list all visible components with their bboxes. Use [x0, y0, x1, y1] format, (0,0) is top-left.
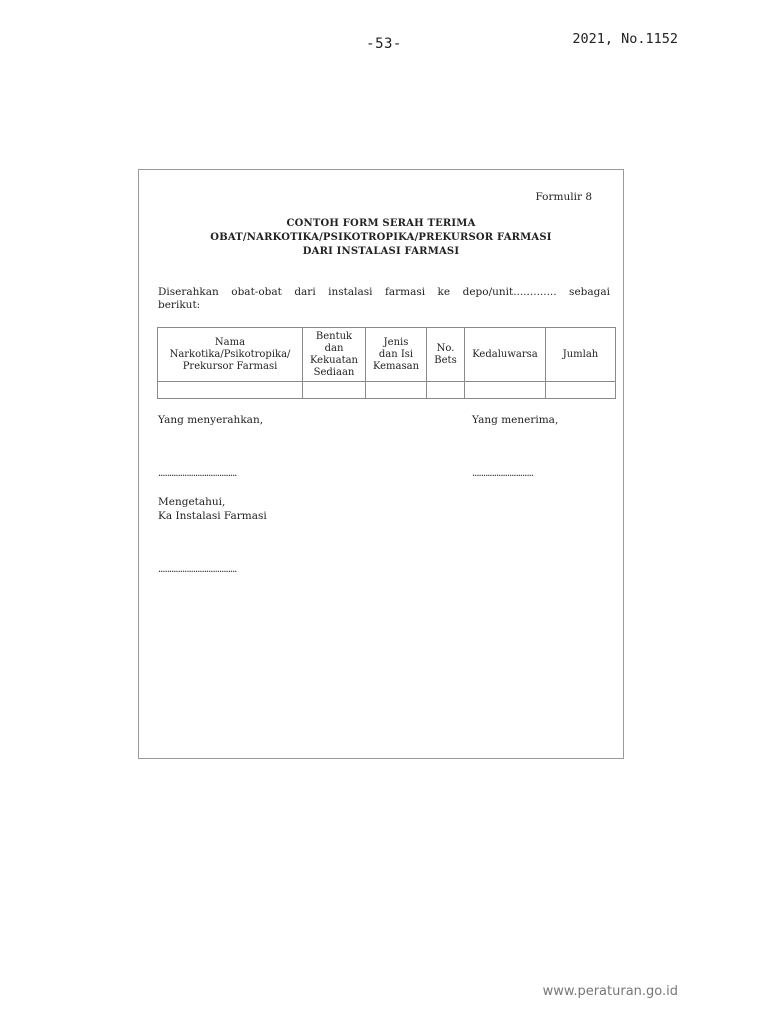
col-header-jenis-line: Jenis [383, 336, 409, 348]
col-header-kedaluwarsa-line: Kedaluwarsa [472, 348, 538, 360]
form-title-line-3: DARI INSTALASI FARMASI [302, 246, 460, 257]
table-header-row [158, 328, 616, 382]
form-title [139, 217, 623, 259]
table-cell[interactable] [546, 382, 616, 399]
approver-block [158, 495, 267, 523]
col-header-bentuk-line: Kekuatan [309, 354, 358, 366]
approver-title: Ka Instalasi Farmasi [158, 510, 267, 522]
table-cell[interactable] [465, 382, 546, 399]
col-header-no-bets-line: Bets [434, 354, 457, 366]
col-header-bentuk-line: Bentuk [315, 330, 353, 342]
col-header-jumlah [546, 328, 616, 382]
table-cell[interactable] [158, 382, 303, 399]
form-frame [138, 169, 624, 759]
col-header-bentuk [303, 328, 366, 382]
sender-label: Yang menyerahkan, [158, 414, 264, 426]
col-header-jenis-line: Kemasan [372, 360, 420, 372]
sender-signature-line[interactable]: .................................... [158, 468, 237, 479]
page-number: -53- [366, 36, 402, 52]
form-title-line-1: CONTOH FORM SERAH TERIMA [286, 218, 476, 229]
col-header-jenis [366, 328, 427, 382]
col-header-nama-line: Narkotika/Psikotropika/ [169, 348, 291, 360]
approver-signature-line[interactable]: .................................... [158, 564, 237, 575]
col-header-no-bets [427, 328, 465, 382]
table-cell[interactable] [303, 382, 366, 399]
approver-label: Mengetahui, [158, 496, 226, 508]
col-header-nama-line: Prekursor Farmasi [182, 360, 278, 372]
col-header-bentuk-line: Sediaan [313, 366, 355, 378]
table-row [158, 382, 616, 399]
form-title-line-2: OBAT/NARKOTIKA/PSIKOTROPIKA/PREKURSOR FARMASI [210, 232, 552, 243]
intro-text-continued: berikut: [158, 299, 201, 311]
col-header-jenis-line: dan Isi [378, 348, 414, 360]
table-cell[interactable] [366, 382, 427, 399]
footer-website: www.peraturan.go.id [542, 984, 678, 999]
receiver-signature-line[interactable]: ............................ [472, 468, 534, 479]
handover-table [157, 327, 616, 399]
col-header-nama [158, 328, 303, 382]
col-header-bentuk-line: dan [324, 342, 344, 354]
document-reference: 2021, No.1152 [572, 31, 678, 47]
col-header-no-bets-line: No. [436, 342, 455, 354]
table-cell[interactable] [427, 382, 465, 399]
form-label: Formulir 8 [535, 191, 592, 203]
col-header-jumlah-line: Jumlah [562, 348, 599, 360]
col-header-nama-line: Nama [214, 336, 246, 348]
receiver-label: Yang menerima, [472, 414, 559, 426]
col-header-kedaluwarsa [465, 328, 546, 382]
intro-text: Diserahkan obat-obat dari instalasi farmasi ke depo/unit............. sebagai [158, 286, 610, 298]
